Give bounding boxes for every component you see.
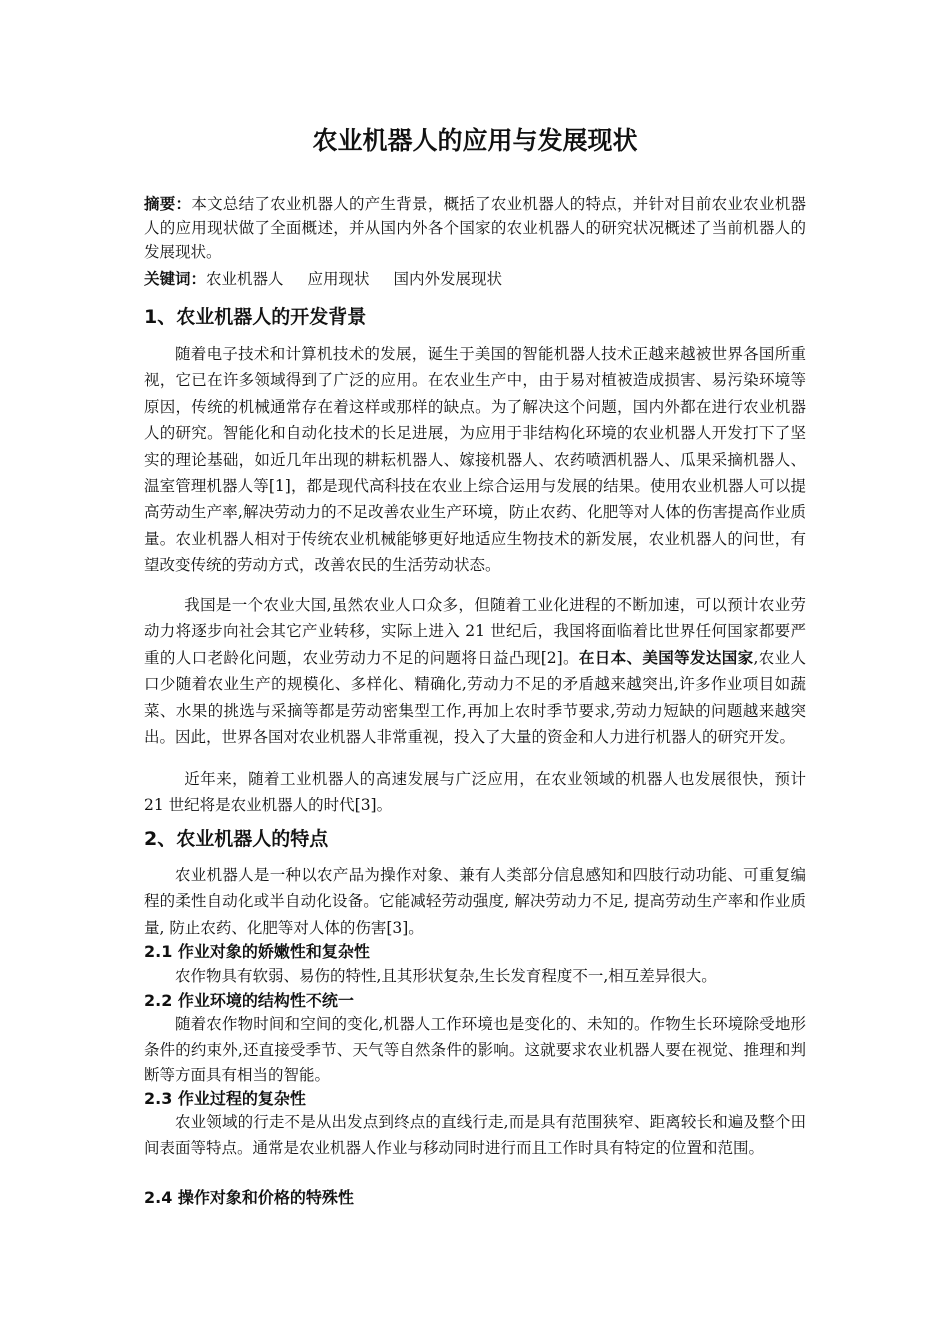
abstract-label: 摘要：: [144, 195, 192, 213]
keywords: [144, 267, 806, 291]
section-1-paragraph-1: 随着电子技术和计算机技术的发展，诞生于美国的智能机器人技术正越来越被世界各国所重视，它已在许多领域得到了广泛的应用。在农业生产中，由于易对植被造成损害、易污染环境等原因，传统的机械通常存在着这样或那样的缺点。为了解决这个问题，国内外都在进行农业机器人的研究。智能化和自动化技术的长足进展，为应用于非结构化环境的农业机器人开发打下了坚实的理论基础，如近几年出现的耕耘机器人、嫁接机器人、农药喷洒机器人、瓜果采摘机器人、温室管理机器人等[1]，都是现代高科技在农业上综合运用与发展的结果。使用农业机器人可以提高劳动生产率,解决劳动力的不足改善农业生产环境，防止农药、化肥等对人体的伤害提高作业质量。农业机器人相对于传统农业机械能够更好地适应生物技术的新发展，农业机器人的问世，有望改变传统的劳动方式，改善农民的生活劳动状态。: [144, 345, 806, 575]
section-2-3-heading: 2.3 作业过程的复杂性: [144, 1089, 306, 1108]
section-1-heading: 1、农业机器人的开发背景: [144, 306, 367, 328]
paper-title: 农业机器人的应用与发展现状: [312, 126, 638, 155]
keywords-label: 关键词：: [144, 270, 207, 288]
section-1-paragraph-2-start: 我国是一个农业大国,虽然农业人口众多，但随着工业化进程的不断加速，可以预计农业劳动力将逐步向社会其它产业转移，实际上进入 21 世纪后，我国将面临着比世界任何国家都要严重的人口老龄化问题，农业劳动力不足的问题将日益凸现[2]。: [144, 596, 806, 667]
abstract: [144, 192, 806, 264]
section-2-1-heading: 2.1 作业对象的娇嫩性和复杂性: [144, 942, 370, 961]
section-1-paragraph-2: [144, 592, 806, 750]
section-1-paragraph-3: 近年来，随着工业机器人的高速发展与广泛应用，在农业领域的机器人也发展很快，预计 21 世纪将是农业机器人的时代[3]。: [144, 770, 806, 815]
section-2-1-text: 农作物具有软弱、易伤的特性,且其形状复杂,生长发育程度不一,相互差异很大。: [175, 967, 717, 985]
section-2-heading: 2、农业机器人的特点: [144, 828, 329, 850]
keyword-2: 应用现状: [307, 270, 370, 288]
section-1-paragraph-2-end: ,农业人口少随着农业生产的规模化、多样化、精确化,劳动力不足的矛盾越来越突出,许多作业项目如蔬菜、水果的挑选与采摘等都是劳动密集型工作,再加上农时季节要求,劳动力短缺的问题越来越突出。因此，世界各国对农业机器人非常重视，投入了大量的资金和人力进行机器人的研究开发。: [144, 648, 806, 747]
keyword-1: 农业机器人: [206, 270, 284, 288]
section-2-3-text: 农业领域的行走不是从出发点到终点的直线行走,而是具有范围狭窄、距离较长和遍及整个田间表面等特点。通常是农业机器人作业与移动同时进行而且工作时具有特定的位置和范围。: [144, 1113, 806, 1157]
section-2-paragraph-1: 农业机器人是一种以农产品为操作对象、兼有人类部分信息感知和四肢行动功能、可重复编程的柔性自动化或半自动化设备。它能减轻劳动强度, 解决劳动力不足, 提高劳动生产率和作业质量, 防止农药、化肥等对人体的伤害[3]。: [144, 866, 806, 937]
abstract-text: 本文总结了农业机器人的产生背景，概括了农业机器人的特点，并针对目前农业农业机器人的应用现状做了全面概述，并从国内外各个国家的农业机器人的研究状况概述了当前机器人的发展现状。: [144, 195, 806, 261]
keyword-3: 国内外发展现状: [393, 270, 503, 288]
section-2-2-text: 随着农作物时间和空间的变化,机器人工作环境也是变化的、未知的。作物生长环境除受地形条件的约束外,还直接受季节、天气等自然条件的影响。这就要求农业机器人要在视觉、推理和判断等方面具有相当的智能。: [144, 1015, 806, 1085]
section-1-paragraph-2-emphasis: 在日本、美国等发达国家: [578, 648, 754, 667]
section-2-2-heading: 2.2 作业环境的结构性不统一: [144, 991, 354, 1010]
section-2-4-heading: 2.4 操作对象和价格的特殊性: [144, 1188, 354, 1207]
